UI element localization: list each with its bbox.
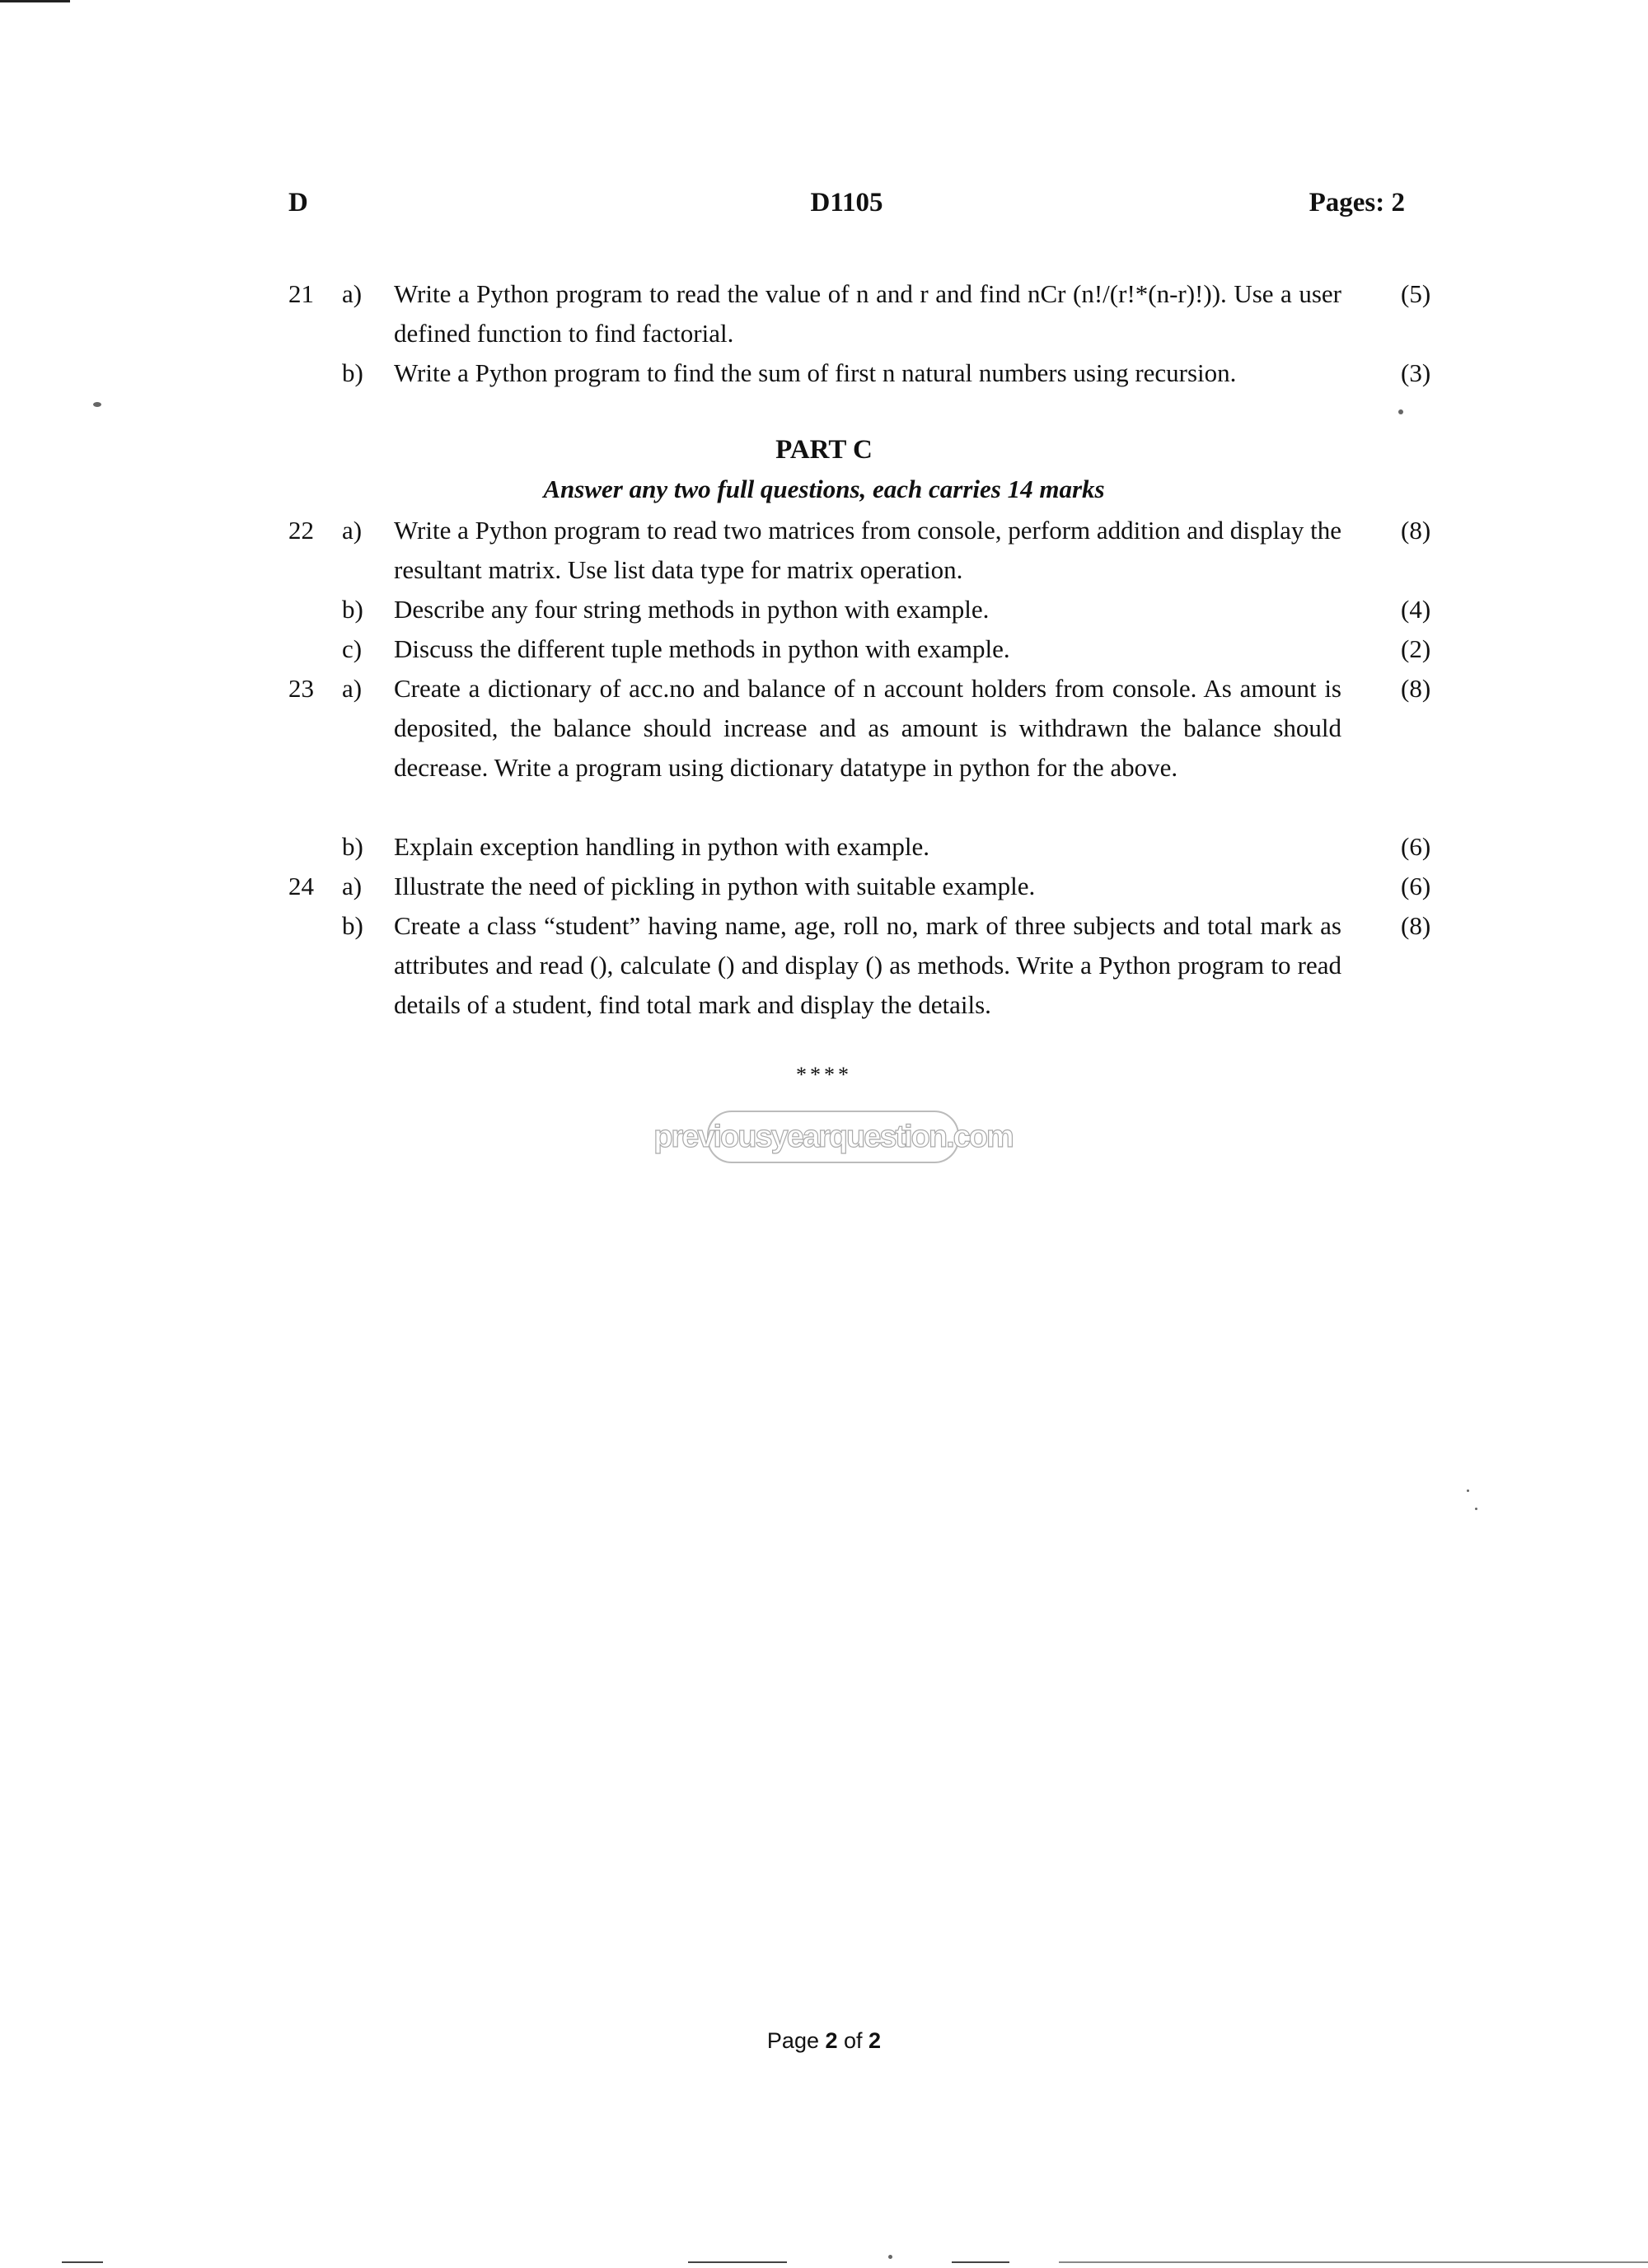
subpart-label: c) — [342, 634, 363, 663]
footer-total-pages: 2 — [868, 2028, 882, 2053]
marks: (4) — [1401, 595, 1431, 624]
scan-speck — [1398, 409, 1403, 414]
watermark-logo: previousyearquestion.com — [707, 1111, 959, 1163]
part-title: PART C — [775, 435, 873, 465]
end-marker: **** — [796, 1063, 852, 1087]
question-21a — [288, 274, 1442, 353]
footer-prefix: Page — [766, 2028, 826, 2053]
scan-speck — [1467, 1489, 1469, 1492]
scan-speck — [888, 2255, 892, 2259]
scan-speck — [1475, 1508, 1477, 1510]
scan-edge-mark — [0, 0, 70, 2]
subpart-label: b) — [342, 832, 363, 861]
marks: (6) — [1401, 832, 1431, 861]
question-text: Create a class “student” having name, age, roll no, mark of three subjects and total mark as attributes and read (), calculate () and display () as methods. Write a Python program to read details of a student, find total mark and display the details. — [394, 911, 1341, 1019]
scan-edge-mark — [1059, 2261, 1648, 2263]
subpart-label: b) — [342, 358, 363, 387]
footer-middle: of — [837, 2028, 869, 2053]
question-text: Explain exception handling in python with example. — [394, 832, 930, 861]
question-text: Describe any four string methods in python with example. — [394, 595, 990, 624]
question-number: 23 — [288, 674, 314, 703]
scan-edge-mark — [62, 2261, 103, 2263]
subpart-label: a) — [342, 516, 363, 545]
question-text: Create a dictionary of acc.no and balance of n account holders from console. As amount is deposited, the balance should increase and as amount is withdrawn the balance should decrease. Write a program using dictionary datatype in python for the above. — [394, 674, 1341, 782]
question-text: Write a Python program to find the sum of first n natural numbers using recursion. — [394, 358, 1237, 387]
question-22b — [288, 590, 1442, 629]
question-23a — [288, 669, 1442, 827]
marks: (8) — [1401, 516, 1431, 545]
question-24a — [288, 867, 1442, 906]
question-21b — [288, 353, 1442, 433]
scan-speck — [93, 402, 101, 407]
footer-current-page: 2 — [825, 2028, 838, 2053]
subpart-label: b) — [342, 595, 363, 624]
question-22a — [288, 511, 1442, 590]
marks: (8) — [1401, 674, 1431, 703]
marks: (6) — [1401, 872, 1431, 900]
page-header — [288, 188, 1405, 229]
part-instruction: Answer any two full questions, each carries 14 marks — [543, 475, 1105, 503]
paper-code: D1105 — [810, 188, 883, 217]
page-count: Pages: 2 — [1309, 188, 1405, 217]
question-number: 22 — [288, 516, 314, 545]
marks: (2) — [1401, 634, 1431, 663]
marks: (5) — [1401, 279, 1431, 308]
subpart-label: a) — [342, 872, 363, 900]
question-23b — [288, 827, 1442, 867]
marks: (3) — [1401, 358, 1431, 387]
subpart-label: a) — [342, 674, 363, 703]
series-label: D — [288, 188, 308, 217]
question-text: Illustrate the need of pickling in python with suitable example. — [394, 872, 1036, 900]
scan-edge-mark — [688, 2261, 787, 2263]
marks: (8) — [1401, 911, 1431, 940]
question-number: 24 — [288, 872, 314, 900]
scan-edge-mark — [952, 2261, 1009, 2263]
question-number: 21 — [288, 279, 314, 308]
question-22c — [288, 629, 1442, 669]
question-text: Write a Python program to read two matrices from console, perform addition and display the resultant matrix. Use list data type for matrix operation. — [394, 516, 1341, 584]
question-24b — [288, 906, 1442, 1064]
question-text: Discuss the different tuple methods in python with example. — [394, 634, 1010, 663]
question-text: Write a Python program to read the value of n and r and find nCr (n!/(r!*(n-r)!)). Use a user defined function to find factorial. — [394, 279, 1341, 348]
subpart-label: b) — [342, 911, 363, 940]
subpart-label: a) — [342, 279, 363, 308]
page-footer — [0, 2028, 1648, 2054]
